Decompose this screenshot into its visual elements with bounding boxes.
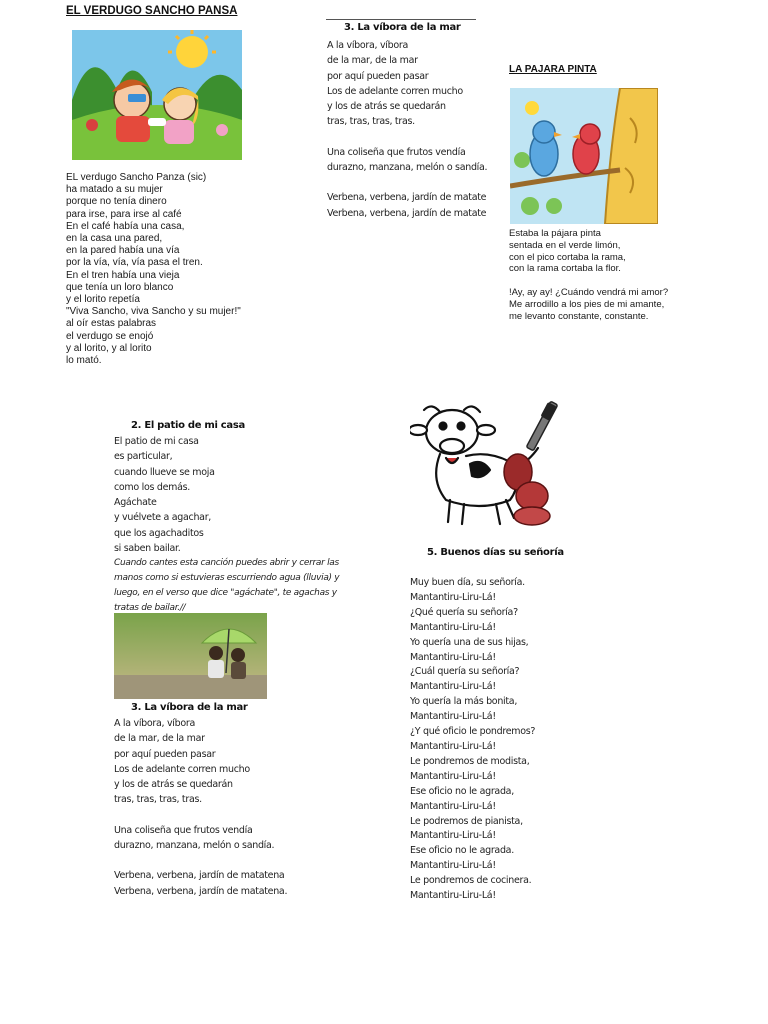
poem-line: por la vía, vía, vía pasa el tren.: [66, 257, 203, 269]
poem-line: Verbena, verbena, jardín de matatena.: [114, 885, 288, 897]
poem-line: Le podremos de pianista,: [410, 815, 523, 827]
poem-line: Mantantiru-Liru-Lá!: [410, 621, 496, 633]
poem-line: Mantantiru-Liru-Lá!: [410, 860, 496, 872]
senoria-poem: [410, 576, 535, 904]
poem-line: durazno, manzana, melón o sandía.: [114, 840, 275, 852]
poem-line: A la víbora, víbora: [327, 40, 409, 51]
poem-line: tras, tras, tras, tras.: [114, 794, 202, 806]
poem-line: y al lorito, y al lorito: [66, 342, 152, 354]
poem-line: durazno, manzana, melón o sandía.: [327, 162, 488, 174]
note-line: tratas de bailar.//: [114, 603, 186, 613]
poem-line: con la rama cortaba la flor.: [509, 263, 621, 275]
poem-line: Mantantiru-Liru-Lá!: [410, 651, 496, 663]
vibora-bottom-poem: [114, 716, 287, 899]
poem-line: Muy buen día, su señoría.: [410, 577, 525, 588]
poem-line: Agáchate: [114, 497, 157, 509]
poem-line: Una coliseña que frutos vendía: [114, 824, 253, 836]
poem-line: como los demás.: [114, 481, 190, 493]
poem-line: ¿Cuál quería su señoría?: [410, 666, 520, 678]
poem-line: El patio de mi casa: [114, 436, 199, 447]
poem-line: y el lorito repetía: [66, 294, 140, 306]
poem-line: de la mar, de la mar: [327, 55, 418, 67]
note-line: Cuando cantes esta canción puedes abrir y cerrar las: [114, 558, 339, 568]
pajara-poem: [509, 228, 668, 323]
poem-line: Yo quería una de sus hijas,: [410, 636, 529, 648]
poem-line: Una coliseña que frutos vendía: [327, 146, 466, 158]
poem-line: y los de atrás se quedarán: [114, 779, 233, 791]
poem-line: que tenía un loro blanco: [66, 281, 174, 293]
poem-line: en la pared había una vía: [66, 245, 180, 257]
poem-line: el verdugo se enojó: [66, 330, 154, 342]
poem-line: Le pondremos de modista,: [410, 755, 530, 767]
poem-line: Ese oficio no le agrada.: [410, 845, 514, 857]
poem-line: si saben bailar.: [114, 543, 181, 555]
kids-cartoon-illustration: [72, 30, 242, 160]
poem-line: para irse, para irse al café: [66, 208, 182, 220]
patio-heading: 2. El patio de mi casa: [131, 420, 245, 431]
poem-line: Me arrodillo a los pies de mi amante,: [509, 298, 665, 310]
poem-line: Mantantiru-Liru-Lá!: [410, 591, 496, 603]
poem-line: sentada en el verde limón,: [509, 239, 621, 251]
poem-line: Mantantiru-Liru-Lá!: [410, 830, 496, 842]
verdugo-poem: [66, 172, 241, 367]
poem-line: "Viva Sancho, viva Sancho y su mujer!": [66, 306, 241, 318]
vibora-bottom-heading: 3. La víbora de la mar: [131, 702, 248, 713]
poem-line: Los de adelante corren mucho: [114, 763, 250, 775]
poem-line: es particular,: [114, 451, 173, 463]
poem-line: Verbena, verbena, jardín de matatena: [114, 870, 285, 882]
poem-line: de la mar, de la mar: [114, 733, 205, 745]
poem-line: !Ay, ay ay! ¿Cuándo vendrá mi amor?: [509, 287, 669, 299]
vibora-top-heading: 3. La víbora de la mar: [344, 22, 461, 33]
note-line: manos como si estuvieras escurriendo agua (lluvia) y: [114, 573, 340, 583]
poem-line: Le pondremos de cocinera.: [410, 875, 532, 887]
poem-line: Verbena, verbena, jardín de matate: [327, 207, 487, 219]
pajara-title: LA PAJARA PINTA: [509, 64, 597, 75]
poem-line: con el pico cortaba la rama,: [509, 251, 626, 263]
poem-line: ¿Y qué oficio le pondremos?: [410, 726, 536, 738]
poem-line: Yo quería la más bonita,: [410, 696, 518, 708]
poem-line: al oír estas palabras: [66, 318, 157, 330]
poem-line: Verbena, verbena, jardín de matate: [327, 192, 487, 204]
patio-poem: [114, 434, 215, 556]
verdugo-title: EL VERDUGO SANCHO PANSA: [66, 5, 238, 17]
poem-line: EL verdugo Sancho Panza (sic): [66, 172, 207, 183]
birds-illustration: [510, 88, 658, 224]
note-line: luego, en el verso que dice "agáchate", te agachas y: [114, 588, 337, 598]
poem-line: En el café había una casa,: [66, 220, 185, 232]
poem-line: Ese oficio no le agrada,: [410, 785, 514, 797]
poem-line: Mantantiru-Liru-Lá!: [410, 711, 496, 723]
poem-line: por aquí pueden pasar: [327, 70, 429, 82]
poem-line: tras, tras, tras, tras.: [327, 116, 415, 128]
kids-umbrella-photo: [114, 613, 267, 699]
poem-line: Mantantiru-Liru-Lá!: [410, 800, 496, 812]
poem-line: Mantantiru-Liru-Lá!: [410, 770, 496, 782]
section-divider: [326, 19, 476, 20]
poem-line: Estaba la pájara pinta: [509, 228, 601, 239]
poem-line: porque no tenía dinero: [66, 196, 167, 208]
poem-line: Mantantiru-Liru-Lá!: [410, 681, 496, 693]
patio-instructions: [114, 556, 374, 616]
poem-line: lo mató.: [66, 355, 102, 367]
poem-line: Mantantiru-Liru-Lá!: [410, 740, 496, 752]
poem-line: En el tren había una vieja: [66, 269, 180, 281]
poem-line: cuando llueve se moja: [114, 466, 215, 478]
poem-line: en la casa una pared,: [66, 233, 163, 245]
poem-line: y vuélvete a agachar,: [114, 512, 212, 524]
poem-line: y los de atrás se quedarán: [327, 101, 446, 113]
poem-line: ha matado a su mujer: [66, 184, 163, 196]
poem-line: A la víbora, víbora: [114, 718, 196, 729]
poem-line: por aquí pueden pasar: [114, 748, 216, 760]
vibora-top-poem: [327, 38, 487, 221]
poem-line: ¿Qué quería su señoría?: [410, 606, 518, 618]
poem-line: Mantantiru-Liru-Lá!: [410, 890, 496, 902]
senoria-heading: 5. Buenos días su señoría: [427, 547, 564, 558]
poem-line: me levanto constante, constante.: [509, 310, 649, 322]
poem-line: que los agachaditos: [114, 527, 204, 539]
cow-illustration: [410, 400, 570, 530]
poem-line: Los de adelante corren mucho: [327, 85, 463, 97]
